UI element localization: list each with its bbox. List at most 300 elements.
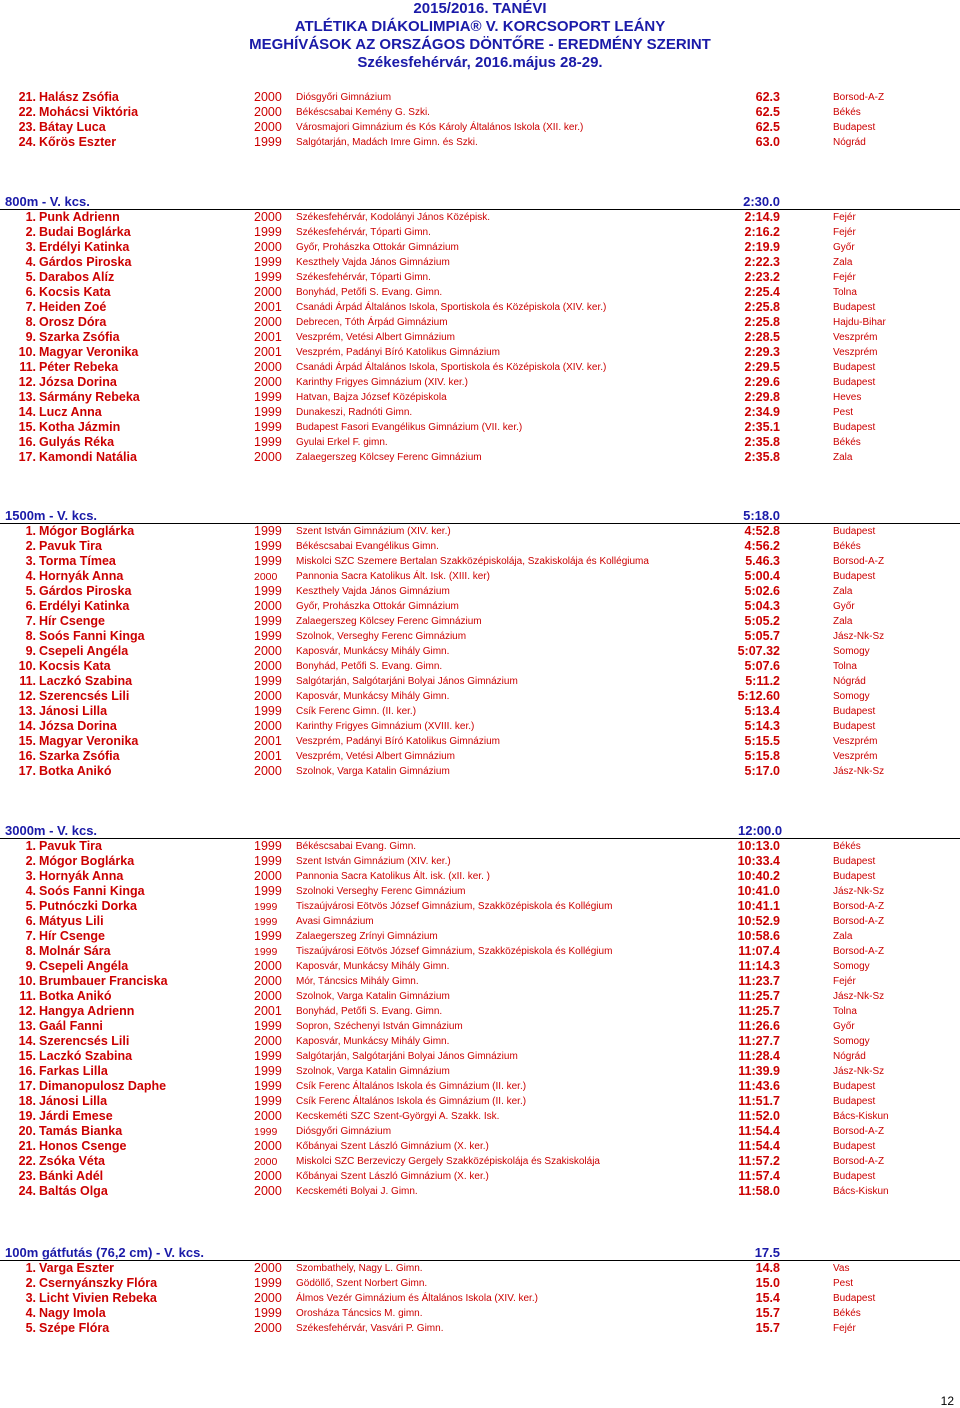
athlete-result: 5:15.5 — [744, 734, 780, 748]
athlete-year: 2000 — [254, 764, 282, 778]
athlete-name: Hangya Adrienn — [39, 1004, 135, 1018]
athlete-year: 2000 — [254, 989, 282, 1003]
athlete-rank: 18. — [18, 1094, 36, 1108]
athlete-school: Győr, Prohászka Ottokár Gimnázium — [296, 242, 459, 253]
athlete-school: Debrecen, Tóth Árpád Gimnázium — [296, 317, 448, 328]
athlete-county: Fejér — [833, 976, 856, 987]
athlete-result: 11:57.4 — [738, 1169, 780, 1183]
athlete-result: 11:54.4 — [738, 1139, 780, 1153]
athlete-result: 10:41.0 — [737, 884, 780, 898]
athlete-school: Bonyhád, Petőfi S. Evang. Gimn. — [296, 1006, 443, 1017]
athlete-school: Kecskeméti Bolyai J. Gimn. — [296, 1186, 418, 1197]
athlete-rank: 21. — [18, 90, 36, 104]
athlete-rank: 14. — [18, 1034, 36, 1048]
athlete-rank: 10. — [18, 659, 36, 673]
athlete-result: 2:19.9 — [744, 240, 780, 254]
result-row — [0, 135, 960, 150]
result-row — [0, 1049, 960, 1064]
athlete-name: Torma Tímea — [39, 554, 116, 568]
athlete-school: Szolnok, Varga Katalin Gimnázium — [296, 1066, 450, 1077]
athlete-year: 1999 — [254, 405, 282, 419]
athlete-name: Licht Vivien Rebeka — [39, 1291, 157, 1305]
result-row — [0, 869, 960, 884]
athlete-county: Fejér — [833, 272, 856, 283]
athlete-name: Gaál Fanni — [39, 1019, 103, 1033]
athlete-rank: 4. — [25, 884, 36, 898]
athlete-result: 10:58.6 — [737, 929, 780, 943]
athlete-rank: 12. — [18, 1004, 36, 1018]
athlete-result: 2:23.2 — [744, 270, 780, 284]
athlete-name: Budai Boglárka — [39, 225, 131, 239]
result-row — [0, 539, 960, 554]
athlete-name: Jánosi Lilla — [39, 704, 108, 718]
athlete-rank: 4. — [25, 1306, 36, 1320]
athlete-rank: 5. — [25, 584, 36, 598]
athlete-county: Fejér — [833, 1323, 856, 1334]
athlete-year: 1999 — [254, 1079, 282, 1093]
athlete-year: 2001 — [254, 734, 282, 748]
athlete-year: 2000 — [254, 1139, 282, 1153]
athlete-year: 1999 — [254, 1126, 278, 1138]
athlete-year: 1999 — [254, 390, 282, 404]
athlete-year: 2000 — [254, 360, 282, 374]
athlete-school: Kőbányai Szent László Gimnázium (X. ker.) — [296, 1141, 489, 1152]
athlete-rank: 4. — [25, 569, 36, 583]
athlete-rank: 17. — [18, 450, 36, 464]
athlete-name: Gárdos Piroska — [39, 255, 132, 269]
athlete-rank: 5. — [25, 899, 36, 913]
athlete-county: Budapest — [833, 1096, 876, 1107]
athlete-year: 2000 — [254, 1184, 282, 1198]
athlete-name: Szépe Flóra — [39, 1321, 110, 1335]
athlete-name: Molnár Sára — [39, 944, 111, 958]
athlete-result: 4:56.2 — [744, 539, 780, 553]
result-row — [0, 330, 960, 345]
athlete-county: Budapest — [833, 122, 876, 133]
athlete-name: Dimanopulosz Daphe — [39, 1079, 167, 1093]
athlete-year: 1999 — [254, 674, 282, 688]
qualifying-limit: 12:00.0 — [738, 823, 783, 838]
athlete-name: Darabos Alíz — [39, 270, 115, 284]
athlete-rank: 10. — [18, 345, 36, 359]
athlete-name: Nagy Imola — [39, 1306, 106, 1320]
athlete-result: 15.4 — [755, 1291, 780, 1305]
athlete-school: Álmos Vezér Gimnázium és Általános Iskola (XIV. ker.) — [296, 1293, 538, 1304]
athlete-county: Győr — [833, 601, 855, 612]
athlete-year: 1999 — [254, 435, 282, 449]
athlete-year: 2000 — [254, 315, 282, 329]
athlete-school: Veszprém, Vetési Albert Gimnázium — [296, 332, 455, 343]
athlete-year: 2001 — [254, 345, 282, 359]
athlete-school: Diósgyőri Gimnázium — [296, 1126, 392, 1137]
athlete-name: Hír Csenge — [39, 929, 105, 943]
athlete-year: 2000 — [254, 120, 282, 134]
athlete-name: Halász Zsófia — [39, 90, 119, 104]
athlete-year: 1999 — [254, 539, 282, 553]
athlete-name: Soós Fanni Kinga — [39, 884, 145, 898]
athlete-rank: 6. — [25, 914, 36, 928]
result-row — [0, 989, 960, 1004]
athlete-name: Mátyus Lili — [39, 914, 104, 928]
athlete-county: Hajdu-Bihar — [833, 317, 886, 328]
result-row — [0, 629, 960, 644]
athlete-result: 2:29.3 — [744, 345, 780, 359]
athlete-year: 2000 — [254, 375, 282, 389]
athlete-school: Karinthy Frigyes Gimnázium (XIV. ker.) — [296, 377, 468, 388]
result-row — [0, 1094, 960, 1109]
result-row — [0, 554, 960, 569]
athlete-rank: 24. — [18, 135, 36, 149]
event-title: 3000m - V. kcs. — [5, 823, 98, 838]
result-row — [0, 1064, 960, 1079]
athlete-county: Zala — [833, 257, 853, 268]
athlete-result: 62.3 — [755, 90, 780, 104]
athlete-year: 1999 — [254, 255, 282, 269]
athlete-rank: 9. — [25, 644, 36, 658]
athlete-year: 1999 — [254, 1094, 282, 1108]
athlete-rank: 15. — [18, 1049, 36, 1063]
result-row — [0, 360, 960, 375]
athlete-name: Soós Fanni Kinga — [39, 629, 145, 643]
athlete-rank: 2. — [25, 539, 36, 553]
athlete-result: 11:39.9 — [738, 1064, 780, 1078]
athlete-county: Borsod-A-Z — [833, 1126, 885, 1137]
athlete-result: 2:25.4 — [744, 285, 780, 299]
athlete-result: 2:14.9 — [744, 210, 780, 224]
athlete-name: Laczkó Szabina — [39, 1049, 133, 1063]
athlete-result: 5:05.7 — [744, 629, 780, 643]
result-row — [0, 1306, 960, 1321]
athlete-name: Mógor Boglárka — [39, 854, 135, 868]
athlete-county: Veszprém — [833, 332, 878, 343]
result-row — [0, 764, 960, 779]
athlete-rank: 24. — [18, 1184, 36, 1198]
athlete-name: Lucz Anna — [39, 405, 102, 419]
athlete-rank: 22. — [18, 1154, 36, 1168]
athlete-county: Budapest — [833, 871, 876, 882]
athlete-rank: 7. — [25, 300, 36, 314]
athlete-year: 1999 — [254, 916, 278, 928]
athlete-county: Jász-Nk-Sz — [833, 631, 885, 642]
athlete-county: Somogy — [833, 646, 870, 657]
athlete-result: 2:34.9 — [744, 405, 780, 419]
athlete-result: 11:25.7 — [738, 989, 780, 1003]
event-section — [0, 1245, 960, 1336]
athlete-county: Békés — [833, 1308, 861, 1319]
result-row — [0, 300, 960, 315]
event-section — [0, 823, 960, 1199]
athlete-result: 5:11.2 — [745, 674, 780, 688]
athlete-result: 11:27.7 — [738, 1034, 780, 1048]
athlete-year: 1999 — [254, 1019, 282, 1033]
athlete-rank: 23. — [18, 120, 36, 134]
athlete-result: 2:35.8 — [744, 450, 780, 464]
athlete-rank: 19. — [18, 1109, 36, 1123]
result-row — [0, 255, 960, 270]
result-row — [0, 240, 960, 255]
result-row — [0, 1139, 960, 1154]
athlete-school: Szent István Gimnázium (XIV. ker.) — [296, 856, 451, 867]
athlete-result: 5:07.6 — [744, 659, 780, 673]
athlete-county: Budapest — [833, 1141, 876, 1152]
athlete-rank: 23. — [18, 1169, 36, 1183]
athlete-rank: 13. — [18, 704, 36, 718]
result-row — [0, 749, 960, 764]
athlete-rank: 15. — [18, 734, 36, 748]
athlete-result: 5:17.0 — [744, 764, 780, 778]
athlete-year: 1999 — [254, 839, 282, 853]
athlete-rank: 2. — [25, 1276, 36, 1290]
athlete-year: 2000 — [254, 210, 282, 224]
athlete-rank: 7. — [25, 614, 36, 628]
header-line-2: ATLÉTIKA DIÁKOLIMPIA® V. KORCSOPORT LEÁNY — [294, 18, 666, 35]
athlete-county: Győr — [833, 1021, 855, 1032]
result-row — [0, 644, 960, 659]
athlete-result: 5.46.3 — [745, 554, 780, 568]
athlete-county: Budapest — [833, 1171, 876, 1182]
athlete-county: Borsod-A-Z — [833, 946, 885, 957]
athlete-year: 2000 — [254, 689, 282, 703]
athlete-school: Salgótarján, Madách Imre Gimn. és Szki. — [296, 137, 478, 148]
athlete-year: 1999 — [254, 629, 282, 643]
result-row — [0, 1154, 960, 1169]
athlete-result: 2:29.5 — [744, 360, 780, 374]
athlete-school: Szolnok, Verseghy Ferenc Gimnázium — [296, 631, 467, 642]
athlete-result: 2:22.3 — [744, 255, 780, 269]
athlete-year: 1999 — [254, 614, 282, 628]
athlete-result: 10:41.1 — [737, 899, 780, 913]
athlete-name: Kőrös Eszter — [39, 135, 117, 149]
athlete-rank: 11. — [19, 674, 36, 688]
athlete-county: Zala — [833, 586, 853, 597]
athlete-rank: 16. — [18, 749, 36, 763]
athlete-year: 1999 — [254, 1064, 282, 1078]
athlete-rank: 5. — [25, 270, 36, 284]
athlete-year: 1999 — [254, 420, 282, 434]
athlete-name: Sármány Rebeka — [39, 390, 140, 404]
athlete-year: 2000 — [254, 719, 282, 733]
athlete-rank: 11. — [19, 360, 36, 374]
athlete-year: 1999 — [254, 929, 282, 943]
athlete-county: Somogy — [833, 691, 870, 702]
athlete-result: 11:58.0 — [738, 1184, 780, 1198]
athlete-year: 1999 — [254, 225, 282, 239]
header-line-4: Székesfehérvár, 2016.május 28-29. — [357, 54, 603, 71]
athlete-name: Botka Anikó — [39, 989, 112, 1003]
result-row — [0, 884, 960, 899]
athlete-result: 5:13.4 — [744, 704, 780, 718]
header-line-3: MEGHÍVÁSOK AZ ORSZÁGOS DÖNTŐRE - EREDMÉNY SZERINT — [249, 36, 711, 53]
result-row — [0, 375, 960, 390]
athlete-year: 1999 — [254, 704, 282, 718]
athlete-county: Győr — [833, 242, 855, 253]
result-row — [0, 270, 960, 285]
athlete-result: 62.5 — [755, 105, 780, 119]
athlete-name: Szerencsés Lili — [39, 1034, 130, 1048]
athlete-county: Pest — [833, 407, 854, 418]
athlete-county: Békés — [833, 107, 861, 118]
athlete-county: Nógrád — [833, 1051, 866, 1062]
athlete-rank: 5. — [25, 1321, 36, 1335]
athlete-name: Baltás Olga — [39, 1184, 108, 1198]
athlete-result: 11:07.4 — [738, 944, 780, 958]
athlete-name: Hornyák Anna — [39, 869, 124, 883]
athlete-year: 2000 — [254, 571, 278, 583]
result-row — [0, 1291, 960, 1306]
athlete-result: 2:29.6 — [744, 375, 780, 389]
athlete-county: Budapest — [833, 526, 876, 537]
athlete-school: Székesfehérvár, Tóparti Gimn. — [296, 272, 431, 283]
athlete-result: 11:51.7 — [738, 1094, 780, 1108]
athlete-county: Békés — [833, 437, 861, 448]
result-row — [0, 435, 960, 450]
athlete-name: Gárdos Piroska — [39, 584, 132, 598]
athlete-result: 11:14.3 — [738, 959, 780, 973]
athlete-school: Gödöllő, Szent Norbert Gimn. — [296, 1278, 428, 1289]
athlete-school: Keszthely Vajda János Gimnázium — [296, 586, 450, 597]
athlete-year: 2000 — [254, 974, 282, 988]
athlete-county: Borsod-A-Z — [833, 556, 885, 567]
event-section — [0, 194, 960, 465]
athlete-year: 2000 — [254, 1034, 282, 1048]
athlete-year: 2000 — [254, 1261, 282, 1275]
athlete-school: Szolnok, Varga Katalin Gimnázium — [296, 991, 450, 1002]
athlete-county: Borsod-A-Z — [833, 92, 885, 103]
result-row — [0, 1109, 960, 1124]
result-row — [0, 1184, 960, 1199]
athlete-name: Bátay Luca — [39, 120, 106, 134]
event-title: 800m - V. kcs. — [5, 194, 90, 209]
athlete-result: 11:52.0 — [738, 1109, 780, 1123]
result-row — [0, 210, 960, 225]
result-row — [0, 854, 960, 869]
athlete-rank: 1. — [25, 1261, 36, 1275]
athlete-result: 15.0 — [755, 1276, 780, 1290]
athlete-result: 11:57.2 — [738, 1154, 780, 1168]
athlete-school: Csík Ferenc Általános Iskola és Gimnázium (II. ker.) — [296, 1081, 527, 1092]
athlete-year: 2000 — [254, 959, 282, 973]
athlete-name: Kamondi Natália — [39, 450, 137, 464]
athlete-result: 2:29.8 — [744, 390, 780, 404]
result-row — [0, 719, 960, 734]
athlete-result: 63.0 — [755, 135, 780, 149]
event-section — [0, 508, 960, 779]
athlete-result: 62.5 — [755, 120, 780, 134]
result-row — [0, 959, 960, 974]
athlete-county: Jász-Nk-Sz — [833, 766, 885, 777]
athlete-year: 2000 — [254, 644, 282, 658]
athlete-rank: 16. — [18, 435, 36, 449]
result-row — [0, 405, 960, 420]
athlete-county: Tolna — [833, 1006, 857, 1017]
athlete-school: Karinthy Frigyes Gimnázium (XVIII. ker.) — [296, 721, 475, 732]
athlete-name: Farkas Lilla — [39, 1064, 108, 1078]
athlete-year: 2001 — [254, 300, 282, 314]
result-row — [0, 659, 960, 674]
athlete-county: Vas — [833, 1263, 850, 1274]
athlete-school: Bonyhád, Petőfi S. Evang. Gimn. — [296, 287, 443, 298]
athlete-rank: 7. — [25, 929, 36, 943]
athlete-name: Bánki Adél — [39, 1169, 104, 1183]
qualifying-limit: 5:18.0 — [743, 508, 780, 523]
athlete-school: Székesfehérvár, Kodolányi János Középisk. — [296, 212, 490, 223]
result-row — [0, 315, 960, 330]
athlete-county: Zala — [833, 452, 853, 463]
athlete-name: Varga Eszter — [39, 1261, 115, 1275]
athlete-rank: 4. — [25, 255, 36, 269]
athlete-result: 10:33.4 — [737, 854, 780, 868]
athlete-year: 2000 — [254, 105, 282, 119]
athlete-name: Orosz Dóra — [39, 315, 107, 329]
athlete-result: 14.8 — [755, 1261, 780, 1275]
athlete-year: 1999 — [254, 1306, 282, 1320]
athlete-year: 2000 — [254, 599, 282, 613]
header-line-1: 2015/2016. TANÉVI — [413, 0, 547, 17]
athlete-county: Borsod-A-Z — [833, 916, 885, 927]
result-row — [0, 1019, 960, 1034]
athlete-result: 10:13.0 — [737, 839, 780, 853]
athlete-school: Bonyhád, Petőfi S. Evang. Gimn. — [296, 661, 443, 672]
athlete-school: Zalaegerszeg Kölcsey Ferenc Gimnázium — [296, 452, 482, 463]
athlete-name: Botka Anikó — [39, 764, 112, 778]
result-row — [0, 1261, 960, 1276]
athlete-county: Borsod-A-Z — [833, 901, 885, 912]
athlete-name: Zsóka Véta — [39, 1154, 106, 1168]
athlete-rank: 3. — [25, 554, 36, 568]
result-row — [0, 225, 960, 240]
athlete-result: 5:12.60 — [737, 689, 780, 703]
athlete-result: 2:25.8 — [744, 315, 780, 329]
athlete-year: 1999 — [254, 901, 278, 913]
athlete-county: Budapest — [833, 721, 876, 732]
athlete-county: Jász-Nk-Sz — [833, 1066, 885, 1077]
athlete-rank: 3. — [25, 240, 36, 254]
result-row — [0, 1169, 960, 1184]
result-row — [0, 944, 960, 959]
athlete-rank: 17. — [18, 764, 36, 778]
athlete-result: 2:35.8 — [744, 435, 780, 449]
athlete-year: 1999 — [254, 884, 282, 898]
athlete-county: Budapest — [833, 856, 876, 867]
athlete-result: 5:02.6 — [744, 584, 780, 598]
athlete-school: Salgótarján, Salgótarjáni Bolyai János Gimnázium — [296, 676, 518, 687]
athlete-name: Szarka Zsófia — [39, 749, 120, 763]
athlete-result: 10:40.2 — [737, 869, 780, 883]
event-header — [0, 823, 960, 839]
athlete-county: Békés — [833, 541, 861, 552]
athlete-school: Csík Ferenc Általános Iskola és Gimnázium (II. ker.) — [296, 1096, 527, 1107]
athlete-school: Tiszaújvárosi Eötvös József Gimnázium, Szakközépiskola és Kollégium — [296, 946, 613, 957]
athlete-school: Békéscsabai Evang. Gimn. — [296, 841, 417, 852]
athlete-school: Székesfehérvár, Tóparti Gimn. — [296, 227, 431, 238]
athlete-year: 2001 — [254, 749, 282, 763]
athlete-school: Veszprém, Vetési Albert Gimnázium — [296, 751, 455, 762]
result-row — [0, 285, 960, 300]
athlete-name: Heiden Zoé — [39, 300, 107, 314]
athlete-school: Városmajori Gimnázium és Kós Károly Általános Iskola (XII. ker.) — [296, 122, 584, 133]
athlete-school: Szent István Gimnázium (XIV. ker.) — [296, 526, 451, 537]
athlete-school: Kaposvár, Munkácsy Mihály Gimn. — [296, 961, 450, 972]
athlete-year: 1999 — [254, 554, 282, 568]
athlete-rank: 13. — [18, 390, 36, 404]
result-row — [0, 390, 960, 405]
athlete-year: 1999 — [254, 584, 282, 598]
event-title: 1500m - V. kcs. — [5, 508, 98, 523]
athlete-school: Budapest Fasori Evangélikus Gimnázium (VII. ker.) — [296, 422, 523, 433]
athlete-name: Szarka Zsófia — [39, 330, 120, 344]
athlete-rank: 11. — [19, 989, 36, 1003]
athlete-year: 1999 — [254, 946, 278, 958]
